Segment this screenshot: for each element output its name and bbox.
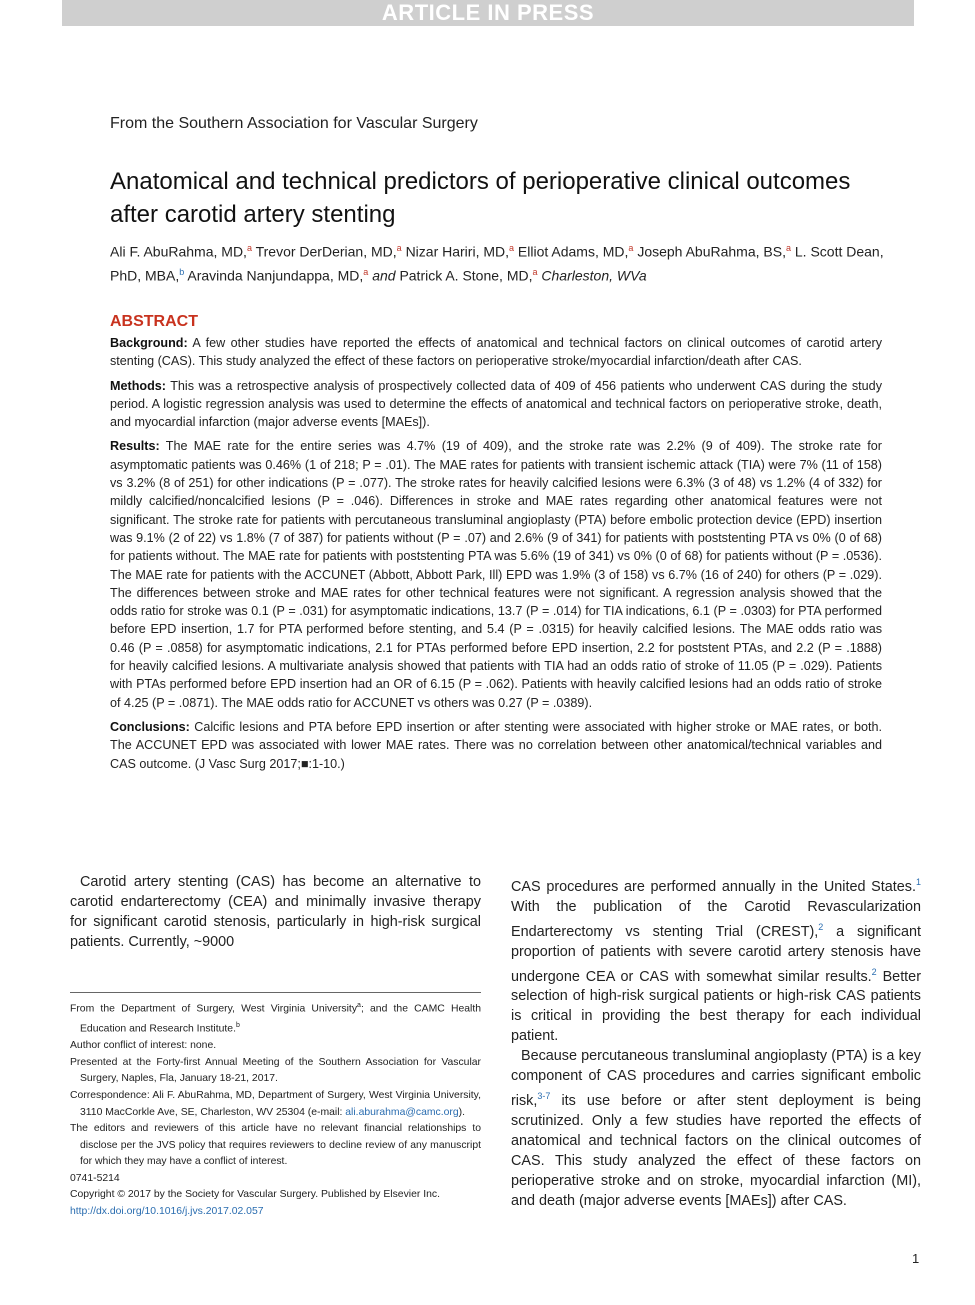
- affiliation-text: From the Department of Surgery, West Virginia University: [70, 1003, 358, 1015]
- body-paragraph: [511, 1046, 921, 1211]
- footnote-divider: [70, 992, 481, 993]
- author-location: Charleston, WVa: [541, 267, 647, 284]
- conflict-note: Author conflict of interest: none.: [70, 1040, 217, 1052]
- editors-note: The editors and reviewers of this article have no relevant financial relationships to disclose per the JVS policy that requires reviewers to decline review of any manuscript for which they may have a conflict of interest.: [70, 1123, 481, 1168]
- affiliation-marker: a: [357, 1002, 361, 1009]
- conclusions-label: Conclusions:: [110, 719, 190, 734]
- author-list: [110, 238, 900, 285]
- abstract-body: [110, 334, 882, 779]
- conclusions-text: Calcific lesions and PTA before EPD insertion or after stenting were associated with higher stroke or MAE rates, or both. The ACCUNET EPD was associated with lower MAE rates. There was no correlation between other anatomical/technical variables and CAS outcome. (J Vasc Surg 2017;■:1-10.): [110, 719, 882, 771]
- reference-link[interactable]: 1: [915, 877, 921, 887]
- results-text: The MAE rate for the entire series was 4.7% (19 of 409), and the stroke rate was 2.2% (9 of 409). The stroke rate for asymptomatic patients was 0.46% (1 of 218; P = .01). The MAE rates for patients with transient ischemic attack (TIA) were 7% (11 of 158) vs 3.2% (8 of 251) for other indications (P = .077). The stroke rates for heavily calcified lesions were 6.3% (3 of 48) vs 1.2% (4 of 332) for mildly calcified/noncalcified lesions (P = .046). Differences in stroke and MAE rates regarding other anatomical features were not significant. The stroke rate for patients with percutaneous transluminal angioplasty (PTA) before embolic protection device (EPD) insertion was 9.1% (2 of 22) vs 1.8% (7 of 387) for patients without (P = .07) and 2.6% (9 of 341) for patients with poststenting PTA vs 0% (0 of 68) for patients without. The MAE rate for patients with poststenting PTA was 5.6% (19 of 341) vs 0% (0 of 68) for patients without (P = .0536). The MAE rate for patients with the ACCUNET (Abbott, Abbott Park, Ill) EPD was 1.9% (3 of 158) vs 6.7% (16 of 240) for others (P = .029). The differences between stroke and MAE rates for other technical features were not significant. A regression analysis showed that the odds ratio for stroke was 0.1 (P = .031) for asymptomatic indications, 13.7 (P = .014) for TIA indications, 6.1 (P = .0303) for PTA performed before EPD insertion, 1.7 for PTA performed before stenting, and 5.4 (P = .0315) for heavily calcified lesions. The MAE odds ratio was 0.46 (P = .0858) for asymptomatic indications, 2.1 for PTAs performed before EPD insertion, 2.2 for poststent PTAs, and 2.2 (P = .1888) for heavily calcified lesions. A multivariate analysis showed that patients with TIA had an odds ratio of stroke of 11.05 (P = .029). Patients with PTAs performed before EPD insertion had an OR of 6.15 (P = .062). Patients with heavily calcified lesions had an odds ratio of stroke of 4.25 (P = .0871). The MAE odds ratio for ACCUNET vs others was 0.27 (P = .0389).: [110, 439, 882, 710]
- body-left-column: [70, 872, 481, 952]
- page-number: 1: [912, 1251, 920, 1266]
- abstract-background: [110, 334, 882, 371]
- author-conjunction: and: [372, 267, 396, 284]
- affiliation-marker[interactable]: a: [246, 243, 252, 253]
- footnotes: [70, 998, 481, 1221]
- background-text: A few other studies have reported the effects of anatomical and technical factors on clinical outcomes of carotid artery stenting (CAS). This study analyzed the effect of these factors on perioperative stroke/myocardial infarction/death after CAS.: [110, 336, 882, 369]
- affiliation-text: ; and the CAMC Health Education and Research Institute.: [80, 1003, 481, 1035]
- reference-link[interactable]: 3-7: [537, 1091, 551, 1102]
- issn: 0741-5214: [70, 1172, 120, 1184]
- background-label: Background:: [110, 336, 188, 350]
- intro-paragraph: Carotid artery stenting (CAS) has become an alternative to carotid endarterectomy (CEA) and minimally invasive therapy for significant carotid stenosis, particularly in high-risk surgical patients. Currently, ~9000: [70, 874, 481, 950]
- author-name: L. Scott Dean, PhD, MBA,: [110, 243, 884, 284]
- article-in-press-banner: ARTICLE IN PRESS: [62, 0, 914, 26]
- correspondence-text: ).: [458, 1106, 465, 1118]
- abstract-conclusions: [110, 718, 882, 773]
- reference-link[interactable]: 2: [818, 921, 824, 932]
- author-name: Joseph AbuRahma, BS,: [637, 243, 786, 260]
- body-text: a significant proportion of patients with severe carotid artery stenosis have undergone CEA or CAS with somewhat similar results.: [511, 923, 921, 985]
- author-name: Elliot Adams, MD,: [517, 243, 629, 260]
- abstract-results: [110, 437, 882, 711]
- abstract-methods: [110, 377, 882, 432]
- author-name: Patrick A. Stone, MD,: [399, 267, 533, 284]
- correspondence-note: [70, 1088, 481, 1121]
- copyright: Copyright © 2017 by the Society for Vascular Surgery. Published by Elsevier Inc.: [70, 1189, 440, 1201]
- body-text: Because percutaneous transluminal angioplasty (PTA) is a key component of CAS procedures and carries significant embolic risk,: [511, 1048, 921, 1110]
- affiliation-marker: b: [235, 1022, 240, 1030]
- correspondence-text: Correspondence: Ali F. AbuRahma, MD, Department of Surgery, West Virginia University, 3110 MacCorkle Ave, SE, Charleston, WV 25304 (e-mail:: [70, 1089, 481, 1118]
- body-text: Better selection of high-risk surgical patients or high-risk CAS patients is critical in providing the best therapy for each individual patient.: [511, 968, 921, 1045]
- affiliation-marker[interactable]: a: [396, 243, 402, 253]
- body-text: CAS procedures are performed annually in the United States.: [511, 878, 916, 895]
- affiliation-marker[interactable]: b: [179, 266, 185, 277]
- methods-label: Methods:: [110, 378, 166, 393]
- doi-link[interactable]: http://dx.doi.org/10.1016/j.jvs.2017.02.057: [70, 1206, 264, 1218]
- body-text: With the publication of the Carotid Revascularization Endarterectomy vs stenting Trial (CREST),: [511, 898, 921, 940]
- body-right-column: [511, 872, 921, 1211]
- affiliation-note: [70, 998, 481, 1038]
- author-name: Trevor DerDerian, MD,: [255, 243, 397, 260]
- author-name: Ali F. AbuRahma, MD,: [110, 243, 247, 260]
- abstract-heading: ABSTRACT: [110, 313, 198, 330]
- body-text: its use before or after stent deployment is being scrutinized. Only a few studies have reported the effects of anatomical and technical factors on the clinical outcomes of CAS. This study analyzed the effect of these factors on perioperative stroke and on stroke, myocardial infarction (MI), and death (major adverse events [MAEs]) after CAS.: [511, 1093, 921, 1210]
- affiliation-marker[interactable]: a: [363, 266, 369, 277]
- presentation-note: Presented at the Forty-first Annual Meeting of the Southern Association for Vascular Surgery, Naples, Fla, January 18-21, 2017.: [70, 1056, 481, 1085]
- body-paragraph: [511, 872, 921, 1046]
- reference-link[interactable]: 2: [871, 966, 877, 977]
- affiliation-marker[interactable]: a: [628, 243, 634, 253]
- society-label: From the Southern Association for Vascular Surgery: [110, 115, 478, 132]
- affiliation-marker[interactable]: a: [532, 266, 538, 277]
- article-title: Anatomical and technical predictors of perioperative clinical outcomes after carotid artery stenting: [110, 168, 851, 228]
- author-name: Nizar Hariri, MD,: [405, 243, 510, 260]
- methods-text: This was a retrospective analysis of prospectively collected data of 409 of 456 patients who underwent CAS during the study period. A logistic regression analysis was used to determine the effects of anatomical and technical factors on perioperative stroke, death, and myocardial infarction (major adverse events [MAEs]).: [110, 378, 882, 430]
- affiliation-marker[interactable]: a: [509, 243, 515, 253]
- affiliation-marker[interactable]: a: [785, 243, 791, 253]
- results-label: Results:: [110, 439, 160, 454]
- email-link[interactable]: ali.aburahma@camc.org: [345, 1106, 459, 1118]
- author-name: Aravinda Nanjundappa, MD,: [187, 267, 364, 284]
